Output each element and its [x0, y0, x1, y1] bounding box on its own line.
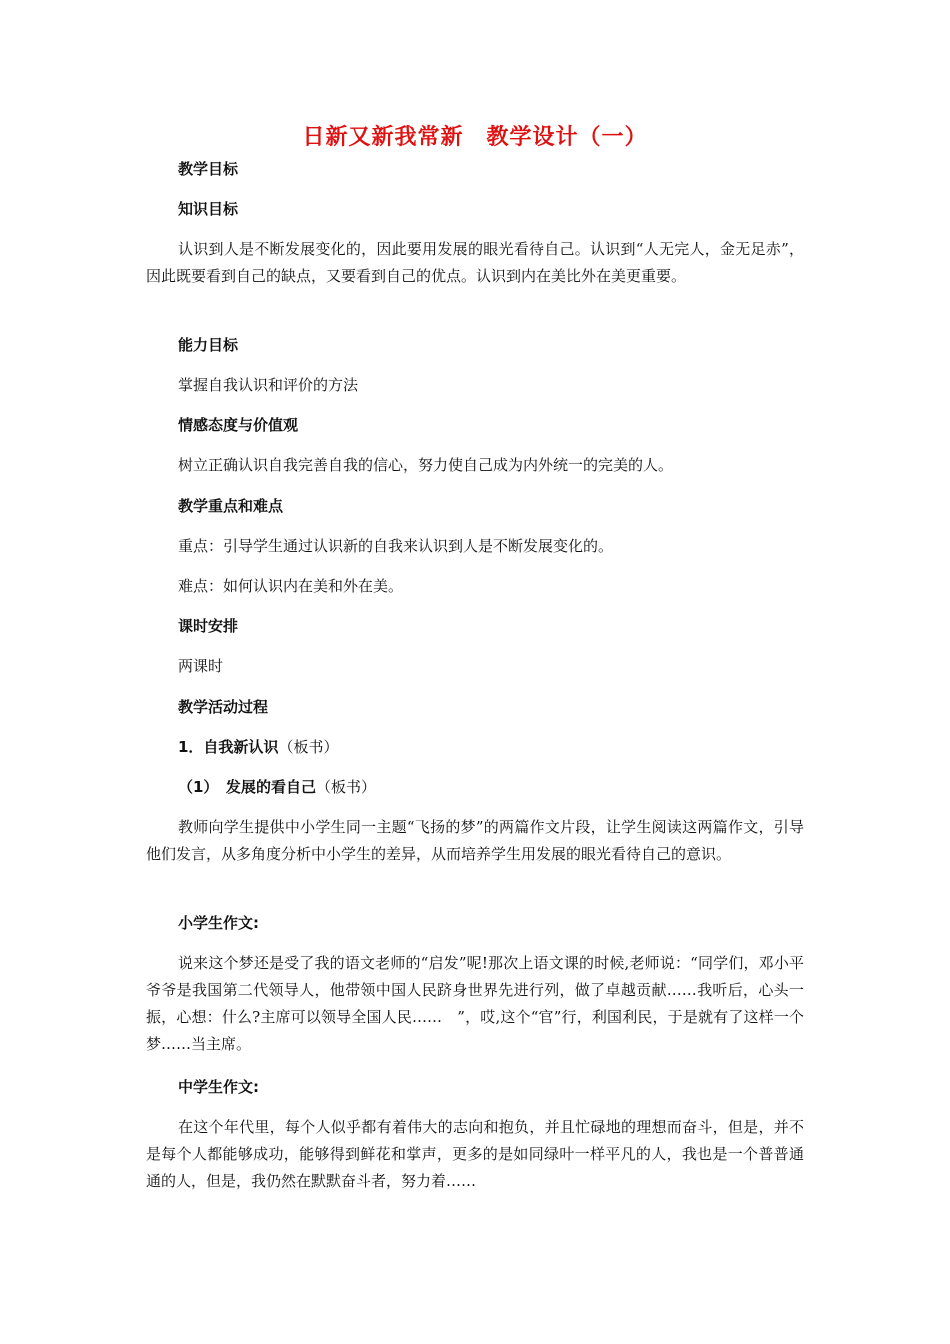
step-1-label: 1．自我新认识	[178, 738, 279, 756]
paragraph-key-point: 重点：引导学生通过认识新的自我来认识到人是不断发展变化的。	[178, 537, 614, 555]
sub-1-note: （板书）	[315, 778, 376, 796]
heading-teaching-goals: 教学目标	[178, 160, 239, 178]
heading-emotion-goals: 情感态度与价值观	[178, 416, 299, 434]
paragraph-primary-essay: 说来这个梦还是受了我的语文老师的“启发”呢!那次上语文课的时候,老师说：“同学们，邓小平爷爷是我国第二代领导人，他带领中国人民跻身世界先进行列，做了卓越贡献……我听后，心头一振，心想：什么?主席可以领导全国人民…… ”，哎,这个“官”行，利国利民，于是就有了这样一个梦……当主席。	[146, 954, 804, 1053]
heading-knowledge-goals: 知识目标	[178, 200, 239, 218]
paragraph-middle-essay: 在这个年代里，每个人似乎都有着伟大的志向和抱负，并且忙碌地的理想而奋斗，但是，并不是每个人都能够成功，能够得到鲜花和掌声，更多的是如同绿叶一样平凡的人，我也是一个普普通通的人，但是，我仍然在默默奋斗者，努力着……	[146, 1118, 804, 1190]
heading-middle-essay: 中学生作文:	[178, 1078, 259, 1096]
step-1-note: （板书）	[278, 738, 339, 756]
heading-schedule: 课时安排	[178, 617, 239, 635]
heading-sub-1	[178, 776, 376, 797]
heading-process: 教学活动过程	[178, 698, 269, 716]
paragraph-emotion: 树立正确认识自我完善自我的信心，努力使自己成为内外统一的完美的人。	[178, 456, 674, 474]
paragraph-ability: 掌握自我认识和评价的方法	[178, 376, 359, 394]
heading-key-difficult: 教学重点和难点	[178, 497, 284, 515]
heading-step-1	[178, 736, 338, 757]
heading-primary-essay: 小学生作文:	[178, 914, 259, 932]
paragraph-teacher-activity: 教师向学生提供中小学生同一主题“飞扬的梦”的两篇作文片段，让学生阅读这两篇作文，引导他们发言，从多角度分析中小学生的差异，从而培养学生用发展的眼光看待自己的意识。	[146, 818, 804, 863]
paragraph-knowledge: 认识到人是不断发展变化的，因此要用发展的眼光看待自己。认识到“人无完人，金无足赤”，因此既要看到自己的缺点，又要看到自己的优点。认识到内在美比外在美更重要。	[146, 240, 804, 285]
heading-ability-goals: 能力目标	[178, 336, 239, 354]
sub-1-label: （1） 发展的看自己	[178, 778, 316, 796]
document-title: 日新又新我常新 教学设计（一）	[302, 125, 648, 150]
paragraph-difficult-point: 难点：如何认识内在美和外在美。	[178, 577, 404, 595]
paragraph-schedule: 两课时	[178, 657, 224, 675]
